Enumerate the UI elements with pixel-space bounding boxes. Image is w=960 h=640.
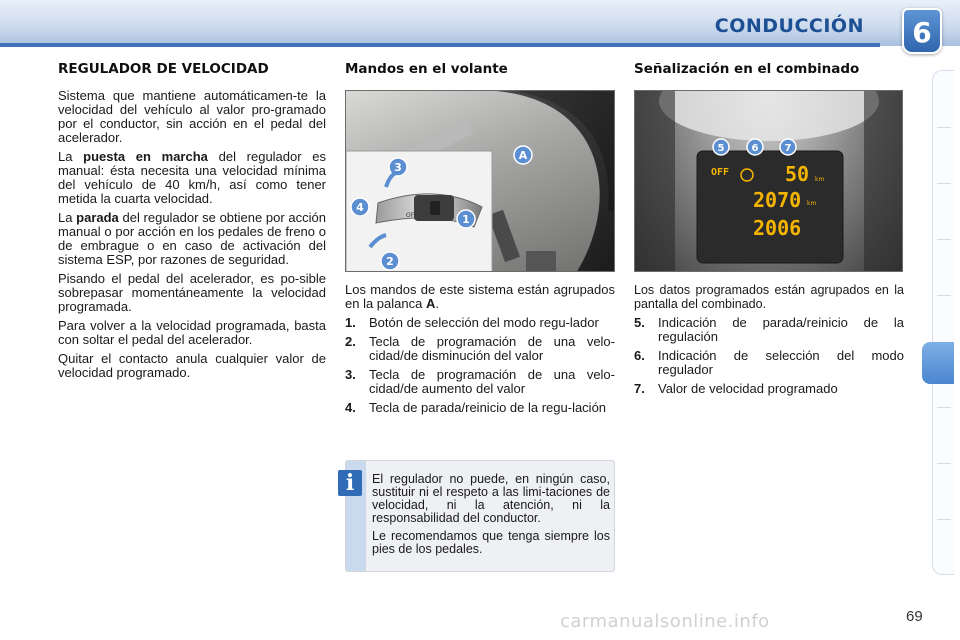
callout-1-label: 1	[462, 213, 470, 226]
paragraph: Quitar el contacto anula cualquier valor de velocidad programado.	[58, 351, 326, 380]
instrument-cluster-photo	[634, 90, 903, 272]
info-note-box	[345, 460, 615, 572]
callout-3-label: 3	[394, 161, 402, 174]
paragraph: Sistema que mantiene automáticamen-te la velocidad del vehículo al valor pro-gramado por el conductor, sin acción en el pedal del acelerador.	[58, 88, 326, 145]
controls-list	[345, 316, 615, 415]
list-item: 7. Valor de velocidad programado	[634, 381, 838, 396]
info-paragraph: Le recomendamos que tenga siempre los pies de los pedales.	[372, 529, 610, 556]
list-item: 3. Tecla de programación de una velo-cidad/de aumento del valor	[345, 367, 615, 396]
steering-stalk-illustration	[346, 91, 615, 272]
paragraph: La parada del regulador se obtiene por acción manual o por acción en los pedales de freno o de embrague o en caso de activación del sistema ESP, por razones de seguridad.	[58, 210, 326, 267]
paragraph: Los datos programados están agrupados en la pantalla del combinado.	[634, 283, 904, 311]
chapter-title: CONDUCCIÓN	[714, 15, 864, 37]
section-heading: Mandos en el volante	[345, 61, 508, 77]
callout-2-label: 2	[386, 255, 394, 268]
info-text	[372, 473, 610, 561]
callout-a-label: A	[518, 149, 528, 162]
display-list	[634, 316, 904, 396]
steering-controls-photo	[345, 90, 615, 272]
instrument-display-text	[634, 283, 904, 401]
callout-5-label: 5	[717, 143, 725, 154]
lcd-trip: 2006	[753, 216, 802, 240]
thumb-index-active-tab	[922, 342, 954, 384]
column-speed-regulator	[58, 62, 326, 385]
list-item: 1. Botón de selección del modo regu-lador	[345, 315, 599, 330]
callout-7-label: 7	[784, 143, 792, 154]
watermark: carmanualsonline.info	[560, 611, 770, 632]
column-instrument-display	[634, 62, 904, 89]
chapter-number: 6	[912, 16, 932, 49]
paragraph: Los mandos de este sistema están agrupados en la palanca A.	[345, 282, 615, 311]
list-item: 2. Tecla de programación de una velo-cidad/de disminución del valor	[345, 334, 615, 363]
lcd-off-indicator: OFF	[711, 167, 730, 178]
list-item: 6. Indicación de selección del modo regulador	[634, 348, 904, 377]
instrument-cluster-illustration	[635, 91, 903, 272]
header-rule	[0, 43, 880, 47]
paragraph: La puesta en marcha del regulador es manual: ésta necesita una velocidad mínima del vehículo de 40 km/h, así como tener metida la cuarta velocidad.	[58, 149, 327, 206]
column-steering-controls	[345, 62, 615, 89]
lcd-odometer: 2070	[753, 188, 802, 212]
info-icon: i	[338, 470, 362, 496]
info-paragraph: El regulador no puede, en ningún caso, sustituir ni el respeto a las limi-taciones de velocidad, ni la atención, ni la responsabilidad del conductor.	[372, 472, 610, 525]
stalk-off-label: OFF	[406, 212, 418, 219]
lcd-odometer-unit: km	[807, 200, 817, 207]
thumb-index	[932, 70, 954, 575]
chapter-tab	[902, 8, 942, 54]
paragraph: Para volver a la velocidad programada, basta con soltar el pedal del acelerador.	[58, 318, 326, 347]
callout-6-label: 6	[751, 143, 759, 154]
list-item: 5. Indicación de parada/reinicio de la regulación	[634, 315, 904, 344]
lcd-set-speed: 50	[785, 162, 810, 186]
lcd-unit: km	[815, 176, 825, 183]
section-heading: Señalización en el combinado	[634, 61, 860, 77]
page-number: 69	[906, 608, 923, 625]
section-heading: REGULADOR DE VELOCIDAD	[58, 61, 269, 77]
steering-controls-text	[345, 283, 615, 420]
callout-4-label: 4	[356, 201, 364, 214]
paragraph: Pisando el pedal del acelerador, es po-sible sobrepasar momentáneamente la velocidad programada.	[58, 271, 326, 314]
list-item: 4. Tecla de parada/reinicio de la regu-lación	[345, 400, 607, 415]
